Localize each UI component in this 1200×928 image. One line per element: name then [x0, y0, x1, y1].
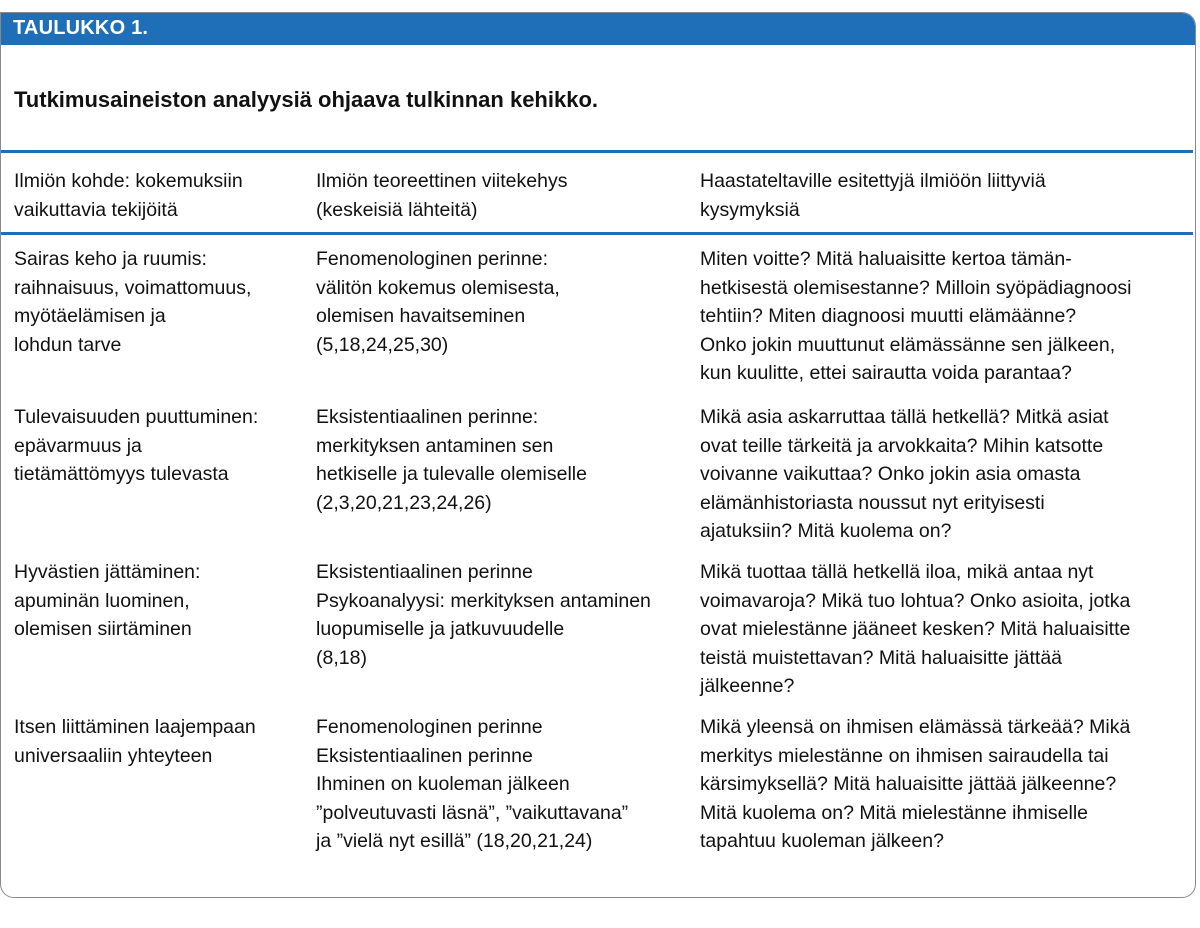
- target-cell: Hyvästien jättäminen: apuminän luominen, olemisen siirtäminen: [14, 561, 201, 641]
- framework-cell: Fenomenologinen perinne Eksistentiaalinen perinne Ihminen on kuoleman jälkeen ”polveutuvasti läsnä”, ”vaikuttavana” ja ”vielä nyt esillä” (18,20,21,24): [316, 716, 629, 853]
- framework-cell: Eksistentiaalinen perinne Psykoanalyysi: merkityksen antaminen luopumiselle ja jatkuvuudelle (8,18): [316, 561, 651, 669]
- table-caption: Tutkimusaineiston analyysiä ohjaava tulkinnan kehikko.: [14, 87, 598, 112]
- table-number-label: TAULUKKO 1.: [13, 17, 149, 39]
- framework-cell: Eksistentiaalinen perinne: merkityksen antaminen sen hetkiselle ja tulevalle olemiselle (2,3,20,21,23,24,26): [316, 406, 587, 514]
- target-cell: Sairas keho ja ruumis: raihnaisuus, voimattomuus, myötäelämisen ja lohdun tarve: [14, 248, 252, 356]
- target-cell: Tulevaisuuden puuttuminen: epävarmuus ja tietämättömyys tulevasta: [14, 406, 259, 486]
- questions-cell: Miten voitte? Mitä haluaisitte kertoa tämän- hetkisestä olemisestanne? Milloin syöpädiagnoosi tehtiin? Miten diagnoosi muutti elämäänne? Onko jokin muuttunut elämässänne sen jälkeen, kun kuulitte, ettei sairautta voida parantaa?: [700, 248, 1132, 385]
- questions-cell: Mikä asia askarruttaa tällä hetkellä? Mitkä asiat ovat teille tärkeitä ja arvokkaita? Mihin katsotte voivanne vaikuttaa? Onko jokin asia omasta elämänhistoriasta noussut nyt erityisesti ajatuksiin? Mitä kuolema on?: [700, 406, 1109, 543]
- questions-cell: Mikä yleensä on ihmisen elämässä tärkeää? Mikä merkitys mielestänne on ihmisen sairaudella tai kärsimyksellä? Mitä haluaisitte jättää jälkeenne? Mitä kuolema on? Mitä mielestänne ihmiselle tapahtuu kuoleman jälkeen?: [700, 716, 1131, 853]
- top-rule: [1, 150, 1193, 153]
- column-header-target: Ilmiön kohde: kokemuksiin vaikuttavia tekijöitä: [14, 170, 243, 221]
- header-rule: [1, 232, 1193, 235]
- column-header-questions: Haastateltaville esitettyjä ilmiöön liittyviä kysymyksiä: [700, 170, 1046, 221]
- framework-cell: Fenomenologinen perinne: välitön kokemus olemisesta, olemisen havaitseminen (5,18,24,25,30): [316, 248, 560, 356]
- table-header-bar: [1, 13, 1195, 45]
- questions-cell: Mikä tuottaa tällä hetkellä iloa, mikä antaa nyt voimavaroja? Mikä tuo lohtua? Onko asioita, jotka ovat mielestänne jääneet kesken? Mitä haluaisitte teistä muistettavan? Mitä haluaisitte jättää jälkeenne?: [700, 561, 1131, 698]
- column-header-framework: Ilmiön teoreettinen viitekehys (keskeisiä lähteitä): [316, 170, 568, 221]
- target-cell: Itsen liittäminen laajempaan universaaliin yhteyteen: [14, 716, 256, 767]
- table-frame: [0, 12, 1196, 898]
